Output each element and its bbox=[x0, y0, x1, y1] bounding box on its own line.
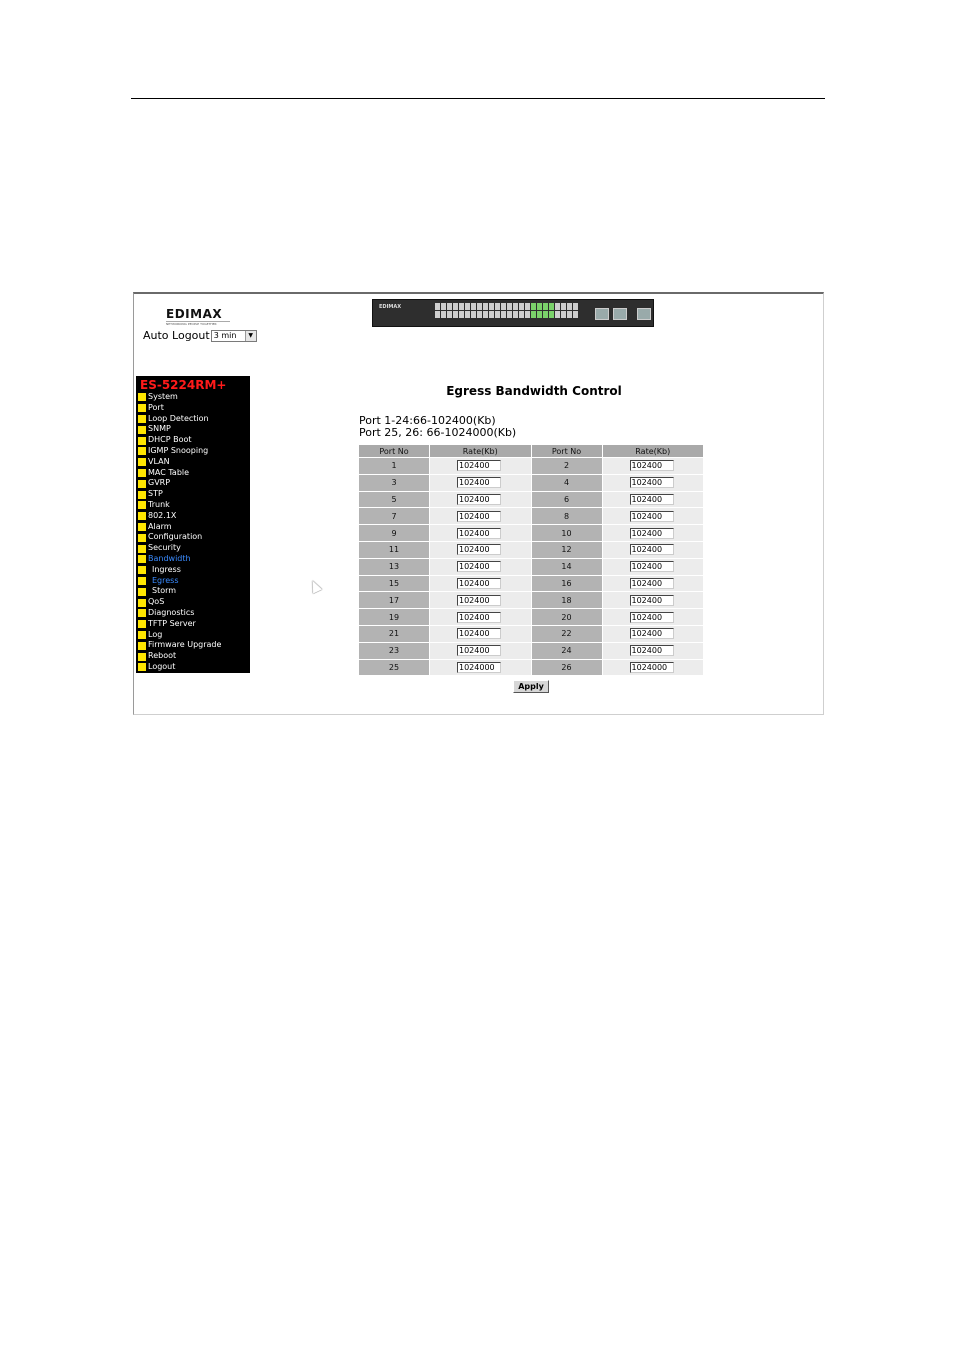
chevron-down-icon[interactable]: ▼ bbox=[245, 331, 256, 341]
rate-cell bbox=[430, 609, 532, 626]
sidebar-item-mac-table[interactable] bbox=[136, 468, 250, 479]
port-led bbox=[513, 303, 518, 310]
port-led bbox=[513, 311, 518, 318]
sidebar-item-trunk[interactable] bbox=[136, 500, 250, 511]
sidebar-item-label: SNMP bbox=[148, 424, 171, 434]
sidebar-item-label: IGMP Snooping bbox=[148, 445, 209, 455]
rate-input[interactable] bbox=[457, 477, 501, 488]
port-number: 2 bbox=[531, 458, 602, 475]
rate-input[interactable] bbox=[630, 544, 674, 555]
port-led bbox=[459, 311, 464, 318]
sidebar-item-qos[interactable] bbox=[136, 597, 250, 608]
port-led bbox=[507, 311, 512, 318]
rate-range-info bbox=[359, 415, 516, 439]
sidebar-item-label: Security bbox=[148, 543, 181, 553]
port-number: 26 bbox=[531, 659, 602, 676]
port-led bbox=[543, 311, 548, 318]
port-number: 13 bbox=[359, 558, 430, 575]
sidebar-item-label: TFTP Server bbox=[148, 618, 196, 628]
table-row bbox=[359, 625, 704, 642]
sidebar-item-label: Alarm bbox=[148, 521, 172, 531]
rate-input[interactable] bbox=[457, 612, 501, 623]
bullet-square-icon bbox=[138, 491, 146, 499]
sidebar-item-configuration[interactable] bbox=[136, 532, 250, 543]
page-top-rule bbox=[131, 98, 825, 99]
rate-input[interactable] bbox=[457, 628, 501, 639]
sidebar-item-label: Storm bbox=[152, 586, 177, 596]
port-number: 12 bbox=[531, 541, 602, 558]
sidebar-item-label: Port bbox=[148, 402, 164, 412]
logo-text: EDIMAX bbox=[166, 307, 223, 321]
port-led bbox=[471, 303, 476, 310]
rate-cell bbox=[602, 541, 704, 558]
rate-input[interactable] bbox=[630, 561, 674, 572]
bullet-square-icon bbox=[138, 426, 146, 434]
rate-cell bbox=[602, 474, 704, 491]
bullet-square-icon bbox=[138, 501, 146, 509]
rate-input[interactable] bbox=[457, 662, 501, 673]
sidebar-item-igmp-snooping[interactable] bbox=[136, 446, 250, 457]
rate-cell bbox=[602, 525, 704, 542]
bullet-square-icon bbox=[138, 555, 146, 563]
sidebar-item-label: GVRP bbox=[148, 478, 171, 488]
port-led bbox=[555, 303, 560, 310]
port-led bbox=[495, 303, 500, 310]
sidebar-item-port[interactable] bbox=[136, 403, 250, 414]
rate-input[interactable] bbox=[457, 511, 501, 522]
bullet-square-icon bbox=[138, 447, 146, 455]
browser-frame bbox=[133, 292, 824, 715]
port-number: 8 bbox=[531, 508, 602, 525]
port-led bbox=[531, 311, 536, 318]
port-number: 7 bbox=[359, 508, 430, 525]
table-row bbox=[359, 659, 704, 676]
column-header-rate: Rate(Kb) bbox=[602, 445, 704, 458]
sidebar-item-system[interactable] bbox=[136, 392, 250, 403]
sidebar-item-label: Trunk bbox=[148, 499, 170, 509]
sidebar-item-label: VLAN bbox=[148, 456, 170, 466]
rate-cell bbox=[430, 659, 532, 676]
rate-input[interactable] bbox=[457, 595, 501, 606]
bullet-square-icon bbox=[138, 469, 146, 477]
sidebar-item-egress[interactable] bbox=[136, 576, 250, 587]
sidebar-item-security[interactable] bbox=[136, 543, 250, 554]
rate-cell bbox=[602, 491, 704, 508]
port-led bbox=[525, 303, 530, 310]
rate-input[interactable] bbox=[630, 578, 674, 589]
rate-cell bbox=[602, 508, 704, 525]
bullet-square-icon bbox=[138, 599, 146, 607]
sidebar-item-label: QoS bbox=[148, 597, 165, 607]
bullet-square-icon bbox=[138, 631, 146, 639]
bullet-square-icon bbox=[138, 545, 146, 553]
bullet-square-icon bbox=[138, 512, 146, 520]
menu-list bbox=[136, 392, 250, 673]
port-led bbox=[435, 311, 440, 318]
apply-button[interactable]: Apply bbox=[513, 680, 549, 693]
port-led bbox=[507, 303, 512, 310]
sidebar-item-log[interactable] bbox=[136, 630, 250, 641]
rate-input[interactable] bbox=[457, 460, 501, 471]
port-led bbox=[447, 311, 452, 318]
column-header-port-no: Port No bbox=[359, 445, 430, 458]
port-number: 5 bbox=[359, 491, 430, 508]
sidebar-item-label: MAC Table bbox=[148, 467, 190, 477]
sidebar-item-vlan[interactable] bbox=[136, 457, 250, 468]
port-number: 1 bbox=[359, 458, 430, 475]
port-number: 25 bbox=[359, 659, 430, 676]
port-number: 21 bbox=[359, 625, 430, 642]
port-number: 23 bbox=[359, 642, 430, 659]
port-led bbox=[561, 303, 566, 310]
bullet-square-icon bbox=[138, 609, 146, 617]
mouse-cursor-icon bbox=[308, 578, 322, 593]
rate-cell bbox=[430, 525, 532, 542]
bullet-square-icon bbox=[138, 415, 146, 423]
bullet-square-icon bbox=[138, 404, 146, 412]
port-number: 10 bbox=[531, 525, 602, 542]
port-led bbox=[531, 303, 536, 310]
sidebar-item-alarm[interactable] bbox=[136, 522, 250, 533]
sidebar-item-label: Reboot bbox=[148, 651, 177, 661]
bullet-square-icon bbox=[138, 653, 146, 661]
port-led bbox=[435, 303, 440, 310]
port-number: 18 bbox=[531, 592, 602, 609]
port-number: 3 bbox=[359, 474, 430, 491]
rate-cell bbox=[602, 625, 704, 642]
bullet-square-icon bbox=[138, 458, 146, 466]
rate-cell bbox=[430, 558, 532, 575]
port-number: 9 bbox=[359, 525, 430, 542]
rate-cell bbox=[602, 592, 704, 609]
port-led bbox=[483, 303, 488, 310]
column-header-port-no: Port No bbox=[531, 445, 602, 458]
sidebar-item-logout[interactable] bbox=[136, 662, 250, 673]
rate-input[interactable] bbox=[630, 494, 674, 505]
sfp-port-icon bbox=[595, 308, 609, 320]
sidebar-item-reboot[interactable] bbox=[136, 651, 250, 662]
rate-cell bbox=[430, 458, 532, 475]
port-led bbox=[447, 303, 452, 310]
table-row bbox=[359, 491, 704, 508]
sidebar-item-gvrp[interactable] bbox=[136, 478, 250, 489]
port-led bbox=[561, 311, 566, 318]
sidebar-item-snmp[interactable] bbox=[136, 424, 250, 435]
rate-input[interactable] bbox=[630, 477, 674, 488]
table-row bbox=[359, 558, 704, 575]
rate-input[interactable] bbox=[630, 511, 674, 522]
sidebar-item-label: STP bbox=[148, 489, 163, 499]
sidebar-item-label: Firmware Upgrade bbox=[148, 640, 222, 650]
port-led bbox=[543, 303, 548, 310]
rate-input[interactable] bbox=[630, 645, 674, 656]
auto-logout-value: 3 min bbox=[213, 330, 237, 340]
port-number: 11 bbox=[359, 541, 430, 558]
bullet-square-icon bbox=[138, 642, 146, 650]
bullet-square-icon bbox=[138, 437, 146, 445]
table-row bbox=[359, 575, 704, 592]
bullet-square-icon bbox=[138, 393, 146, 401]
port-number: 24 bbox=[531, 642, 602, 659]
port-number: 6 bbox=[531, 491, 602, 508]
port-led bbox=[501, 311, 506, 318]
logo-tagline: NETWORKING PEOPLE TOGETHER bbox=[166, 321, 230, 326]
port-led bbox=[471, 311, 476, 318]
egress-rate-table bbox=[358, 444, 704, 676]
port-led bbox=[441, 311, 446, 318]
sidebar-item-tftp-server[interactable] bbox=[136, 619, 250, 630]
rate-input[interactable] bbox=[630, 662, 674, 673]
sidebar-item-label: Configuration bbox=[148, 532, 203, 542]
sidebar-item-label: System bbox=[148, 392, 178, 401]
sfp-port-icon bbox=[613, 308, 627, 320]
sidebar-item-dhcp-boot[interactable] bbox=[136, 435, 250, 446]
sidebar-menu bbox=[136, 376, 250, 673]
sidebar-item-stp[interactable] bbox=[136, 489, 250, 500]
sidebar-item-label: Ingress bbox=[152, 564, 181, 574]
port-led bbox=[483, 311, 488, 318]
port-led bbox=[453, 303, 458, 310]
rate-cell bbox=[430, 474, 532, 491]
rate-cell bbox=[602, 609, 704, 626]
edimax-logo bbox=[166, 308, 230, 326]
port-number: 4 bbox=[531, 474, 602, 491]
rate-input[interactable] bbox=[457, 528, 501, 539]
bullet-square-icon bbox=[138, 534, 146, 542]
port-led bbox=[489, 311, 494, 318]
rate-cell bbox=[602, 458, 704, 475]
bullet-square-icon bbox=[138, 523, 146, 531]
port-number: 15 bbox=[359, 575, 430, 592]
port-led bbox=[567, 311, 572, 318]
port-led bbox=[465, 311, 470, 318]
port-led bbox=[477, 303, 482, 310]
sidebar-item-label: Logout bbox=[148, 661, 176, 671]
rate-cell bbox=[430, 491, 532, 508]
auto-logout bbox=[143, 329, 257, 342]
page-title: Egress Bandwidth Control bbox=[446, 384, 622, 398]
table-row bbox=[359, 508, 704, 525]
model-name: ES-5224RM+ bbox=[140, 378, 227, 392]
rate-input[interactable] bbox=[457, 578, 501, 589]
sidebar-item-label: Egress bbox=[152, 575, 179, 585]
port-led bbox=[549, 303, 554, 310]
bullet-square-icon bbox=[138, 620, 146, 628]
port-led bbox=[489, 303, 494, 310]
rate-input[interactable] bbox=[457, 494, 501, 505]
port-led bbox=[555, 311, 560, 318]
rate-range-ports-25-26: Port 25, 26: 66-1024000(Kb) bbox=[359, 426, 517, 439]
port-number: 16 bbox=[531, 575, 602, 592]
port-number: 14 bbox=[531, 558, 602, 575]
auto-logout-select[interactable] bbox=[211, 330, 257, 342]
switch-front-panel-image bbox=[372, 299, 654, 327]
sidebar-item-bandwidth[interactable] bbox=[136, 554, 250, 565]
sidebar-item-label: Loop Detection bbox=[148, 413, 209, 423]
sidebar-item-label: Bandwidth bbox=[148, 553, 191, 563]
port-led bbox=[573, 303, 578, 310]
rate-input[interactable] bbox=[630, 528, 674, 539]
port-led bbox=[537, 303, 542, 310]
bullet-square-icon bbox=[138, 577, 146, 585]
rate-cell bbox=[602, 642, 704, 659]
table-row bbox=[359, 609, 704, 626]
port-led bbox=[441, 303, 446, 310]
auto-logout-label: Auto Logout bbox=[143, 329, 210, 342]
rate-range-ports-1-24: Port 1-24:66-102400(Kb) bbox=[359, 414, 496, 427]
rate-input[interactable] bbox=[630, 460, 674, 471]
table-row bbox=[359, 642, 704, 659]
sidebar-item-label: 802.1X bbox=[148, 510, 177, 520]
bullet-square-icon bbox=[138, 588, 146, 596]
port-led bbox=[477, 311, 482, 318]
port-led bbox=[459, 303, 464, 310]
rate-cell bbox=[430, 575, 532, 592]
bullet-square-icon bbox=[138, 663, 146, 671]
port-leds bbox=[435, 303, 578, 318]
rate-input[interactable] bbox=[457, 544, 501, 555]
rate-cell bbox=[430, 592, 532, 609]
bullet-square-icon bbox=[138, 566, 146, 574]
sidebar-item-ingress[interactable] bbox=[136, 565, 250, 576]
rate-cell bbox=[602, 575, 704, 592]
port-led bbox=[573, 311, 578, 318]
sidebar-item-firmware-upgrade[interactable] bbox=[136, 640, 250, 651]
sidebar-item-label: DHCP Boot bbox=[148, 435, 192, 445]
rate-cell bbox=[430, 541, 532, 558]
port-led bbox=[525, 311, 530, 318]
port-led bbox=[537, 311, 542, 318]
sidebar-item-8021x[interactable] bbox=[136, 511, 250, 522]
port-led bbox=[519, 303, 524, 310]
port-number: 19 bbox=[359, 609, 430, 626]
port-led bbox=[453, 311, 458, 318]
table-row bbox=[359, 458, 704, 475]
port-number: 17 bbox=[359, 592, 430, 609]
sidebar-item-diagnostics[interactable] bbox=[136, 608, 250, 619]
rate-cell bbox=[602, 558, 704, 575]
rate-input[interactable] bbox=[630, 595, 674, 606]
rate-cell bbox=[430, 642, 532, 659]
table-header-row bbox=[359, 445, 704, 458]
column-header-rate: Rate(Kb) bbox=[430, 445, 532, 458]
sidebar-item-loop-detection[interactable] bbox=[136, 414, 250, 425]
port-number: 22 bbox=[531, 625, 602, 642]
bullet-square-icon bbox=[138, 480, 146, 488]
port-led bbox=[519, 311, 524, 318]
rate-input[interactable] bbox=[630, 628, 674, 639]
table-row bbox=[359, 525, 704, 542]
port-led bbox=[501, 303, 506, 310]
rate-input[interactable] bbox=[630, 612, 674, 623]
rate-cell bbox=[430, 625, 532, 642]
sidebar-item-label: Diagnostics bbox=[148, 607, 195, 617]
sidebar-item-storm[interactable] bbox=[136, 586, 250, 597]
rate-input[interactable] bbox=[457, 561, 501, 572]
sfp-port-icon bbox=[637, 308, 651, 320]
table-row bbox=[359, 541, 704, 558]
table-row bbox=[359, 474, 704, 491]
device-brand-label: EDIMAX bbox=[379, 304, 402, 310]
rate-input[interactable] bbox=[457, 645, 501, 656]
port-led bbox=[549, 311, 554, 318]
port-led bbox=[495, 311, 500, 318]
port-led bbox=[567, 303, 572, 310]
rate-cell bbox=[602, 659, 704, 676]
rate-cell bbox=[430, 508, 532, 525]
port-number: 20 bbox=[531, 609, 602, 626]
table-row bbox=[359, 592, 704, 609]
sidebar-item-label: Log bbox=[148, 629, 163, 639]
port-led bbox=[465, 303, 470, 310]
